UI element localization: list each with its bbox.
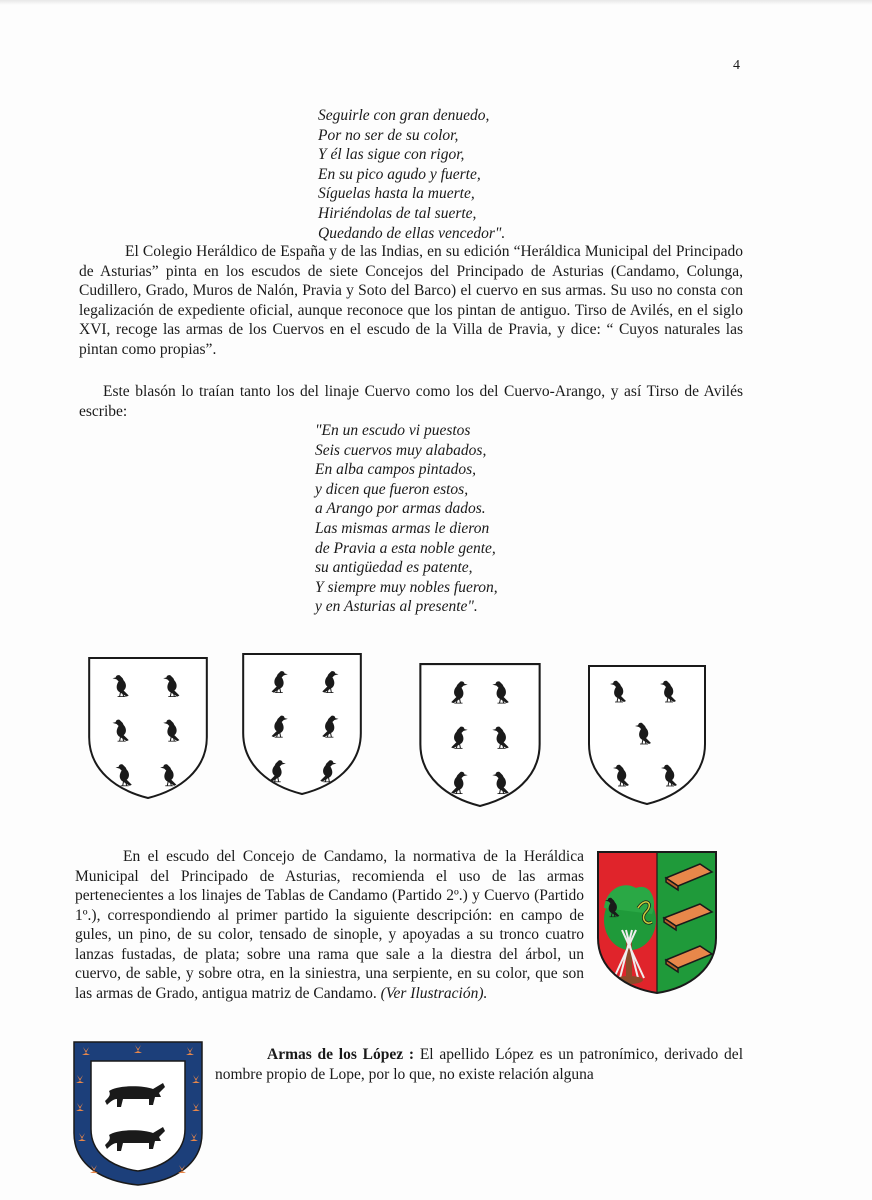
lopez-coat-of-arms (73, 1041, 203, 1186)
verse-line: Quedando de ellas vencedor". (318, 224, 506, 242)
verse-line: Seguirle con gran denuedo, (318, 107, 490, 124)
candamo-coat-of-arms (596, 850, 718, 995)
verse-line: Hiriéndolas de tal suerte, (318, 204, 477, 222)
verse-line: de Pravia a esta noble gente, (315, 539, 496, 557)
verse-line: Por no ser de su color, (318, 126, 459, 144)
shield-five-crows (587, 664, 707, 806)
paragraph-lopez (215, 1045, 743, 1084)
lopez-heading: Armas de los López : (267, 1046, 415, 1063)
verse-line: y en Asturias al presente". (315, 598, 478, 616)
paragraph-blason (79, 382, 743, 421)
paragraph-colegio-heraldico (79, 242, 743, 359)
shield-six-crows-3 (418, 662, 542, 808)
poem-first (318, 106, 505, 243)
verse-line: En su pico agudo y fuerte, (318, 165, 481, 183)
page-number: 4 (733, 58, 740, 73)
shield-six-crows-1 (86, 656, 210, 800)
paragraph-text: El Colegio Heráldico de España y de las Indias, en su edición “Heráldica Municipal del Principado de Asturias” pinta en los escudos de siete Concejos del Principado de Asturias (Candamo, Colunga, Cudillero, Grado, Muros de Nalón, Pravia y Soto del Barco) el cuervo en sus armas. Su uso no consta con legalización de expediente oficial, aunque reconoce que los pintan de antiguo. Tirso de Avilés, en el siglo XVI, recoge las armas de los Cuervos en el escudo de la Villa de Pravia, y dice: “ Cuyos naturales las pintan como propias”. (79, 243, 743, 358)
verse-line: a Arango por armas dados. (315, 500, 486, 518)
verse-line: Y siempre muy nobles fueron, (315, 578, 498, 596)
verse-line: Y él las sigue con rigor, (318, 146, 465, 164)
verse-line: su antigüedad es patente, (315, 559, 473, 577)
scan-edge (0, 0, 872, 5)
illustration-note: (Ver Ilustración). (380, 984, 488, 1002)
verse-line: Las mismas armas le dieron (315, 519, 490, 537)
verse-line: y dicen que fueron estos, (315, 480, 469, 498)
paragraph-text: En el escudo del Concejo de Candamo, la normativa de la Heráldica Municipal del Principado de Asturias, recomienda el uso de las armas pertenecientes a los linajes de Tablas de Candamo (Partido 2º.) y Cuervo (Partido 1º.), correspondiendo al primer partido la siguiente descripción: en campo de gules, un pino, de su color, tensado de sinople, y apoyadas a su tronco cuatro lanzas fustadas, de plata; sobre una rama que sale a la diestra del árbol, un cuervo, de sable, y sobre otra, en la siniestra, una serpiente, en su color, que son las armas de Grado, antigua matriz de Candamo. (75, 848, 584, 1002)
verse-line: "En un escudo vi puestos (315, 422, 471, 439)
shield-six-crows-2 (240, 652, 364, 796)
verse-line: Síguelas hasta la muerte, (318, 185, 475, 203)
verse-line: En alba campos pintados, (315, 461, 477, 479)
poem-second (315, 421, 498, 617)
paragraph-text: Este blasón lo traían tanto los del linaje Cuervo como los del Cuervo-Arango, y así Tirso de Avilés escribe: (79, 383, 743, 420)
paragraph-candamo (75, 847, 584, 1003)
verse-line: Seis cuervos muy alabados, (315, 441, 487, 459)
paragraph-text: El apellido López es un patronímico, derivado del nombre propio de Lope, por lo que, no existe relación alguna (215, 1046, 743, 1083)
